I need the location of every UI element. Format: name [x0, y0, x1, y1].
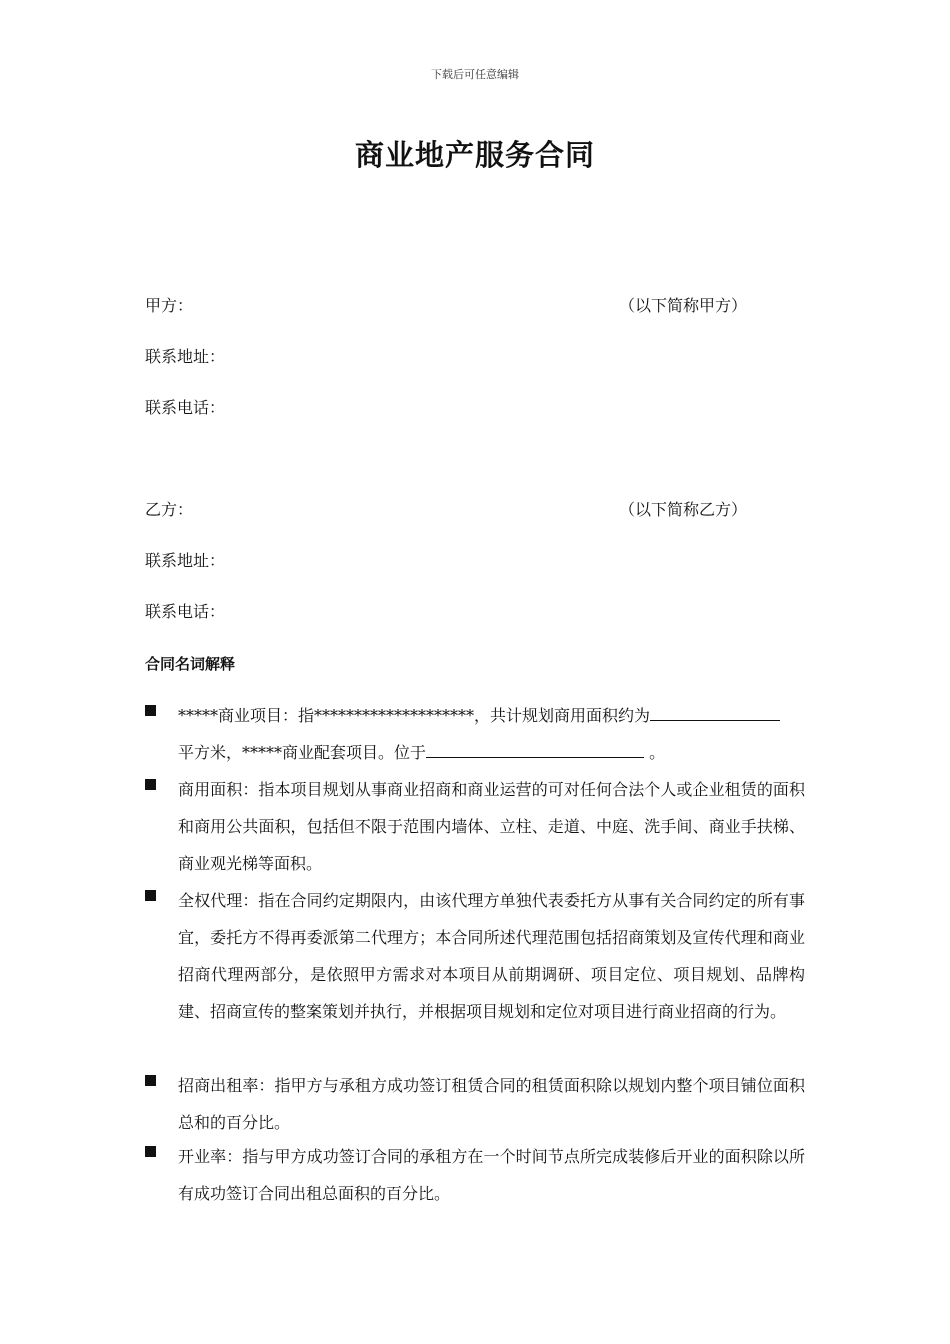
definition-text-part: 平方米，*****商业配套项目。位于	[178, 743, 427, 762]
party-a-phone-label: 联系电话：	[145, 398, 226, 417]
party-a-address	[145, 345, 805, 369]
party-b-phone-label: 联系电话：	[145, 602, 226, 621]
definition-item-occupancy-rate	[145, 1067, 805, 1141]
square-bullet-icon	[145, 1146, 156, 1157]
party-a-alias: （以下简称甲方）	[619, 296, 748, 315]
square-bullet-icon	[145, 705, 156, 716]
party-a-label: 甲方：	[145, 296, 194, 315]
definition-item-full-agency	[145, 882, 805, 1030]
party-b-address-label: 联系地址：	[145, 551, 226, 570]
party-b-label: 乙方：	[145, 500, 194, 519]
document-title: 商业地产服务合同	[354, 138, 595, 172]
party-b-line	[145, 498, 805, 522]
definition-item-commercial-area	[145, 771, 805, 882]
definition-text	[178, 697, 805, 771]
party-b-phone	[145, 600, 805, 624]
definition-text: 招商出租率：指甲方与承租方成功签订租赁合同的租赁面积除以规划内整个项目铺位面积总和的百分比。	[178, 1076, 805, 1132]
definition-text-part: *****商业项目：指********************，共计规划商用面积约为	[178, 706, 651, 725]
party-b-address	[145, 549, 805, 573]
definitions-heading: 合同名词解释	[145, 655, 236, 673]
definition-text-part: 。	[644, 743, 666, 762]
party-a-line	[145, 294, 805, 318]
definition-text: 全权代理：指在合同约定期限内，由该代理方单独代表委托方从事有关合同约定的所有事宜，委托方不得再委派第二代理方；本合同所述代理范围包括招商策划及宣传代理和商业招商代理两部分，是依照甲方需求对本项目从前期调研、项目定位、项目规划、品牌构建、招商宣传的整案策划并执行，并根据项目规划和定位对项目进行商业招商的行为。	[178, 891, 805, 1021]
definition-item-commercial-project	[145, 697, 805, 771]
square-bullet-icon	[145, 779, 156, 790]
definition-item-opening-rate	[145, 1138, 805, 1212]
party-a-address-label: 联系地址：	[145, 347, 226, 366]
party-b-alias: （以下简称乙方）	[619, 500, 748, 519]
square-bullet-icon	[145, 1075, 156, 1086]
definition-text: 开业率：指与甲方成功签订合同的承租方在一个时间节点所完成装修后开业的面积除以所有成功签订合同出租总面积的百分比。	[178, 1147, 805, 1203]
location-blank	[426, 739, 644, 758]
party-a-phone	[145, 396, 805, 420]
square-bullet-icon	[145, 890, 156, 901]
header-note: 下载后可任意编辑	[431, 68, 519, 81]
area-blank	[650, 702, 780, 721]
definition-text: 商用面积：指本项目规划从事商业招商和商业运营的可对任何合法个人或企业租赁的面积和商用公共面积，包括但不限于范围内墙体、立柱、走道、中庭、洗手间、商业手扶梯、商业观光梯等面积。	[178, 780, 805, 873]
